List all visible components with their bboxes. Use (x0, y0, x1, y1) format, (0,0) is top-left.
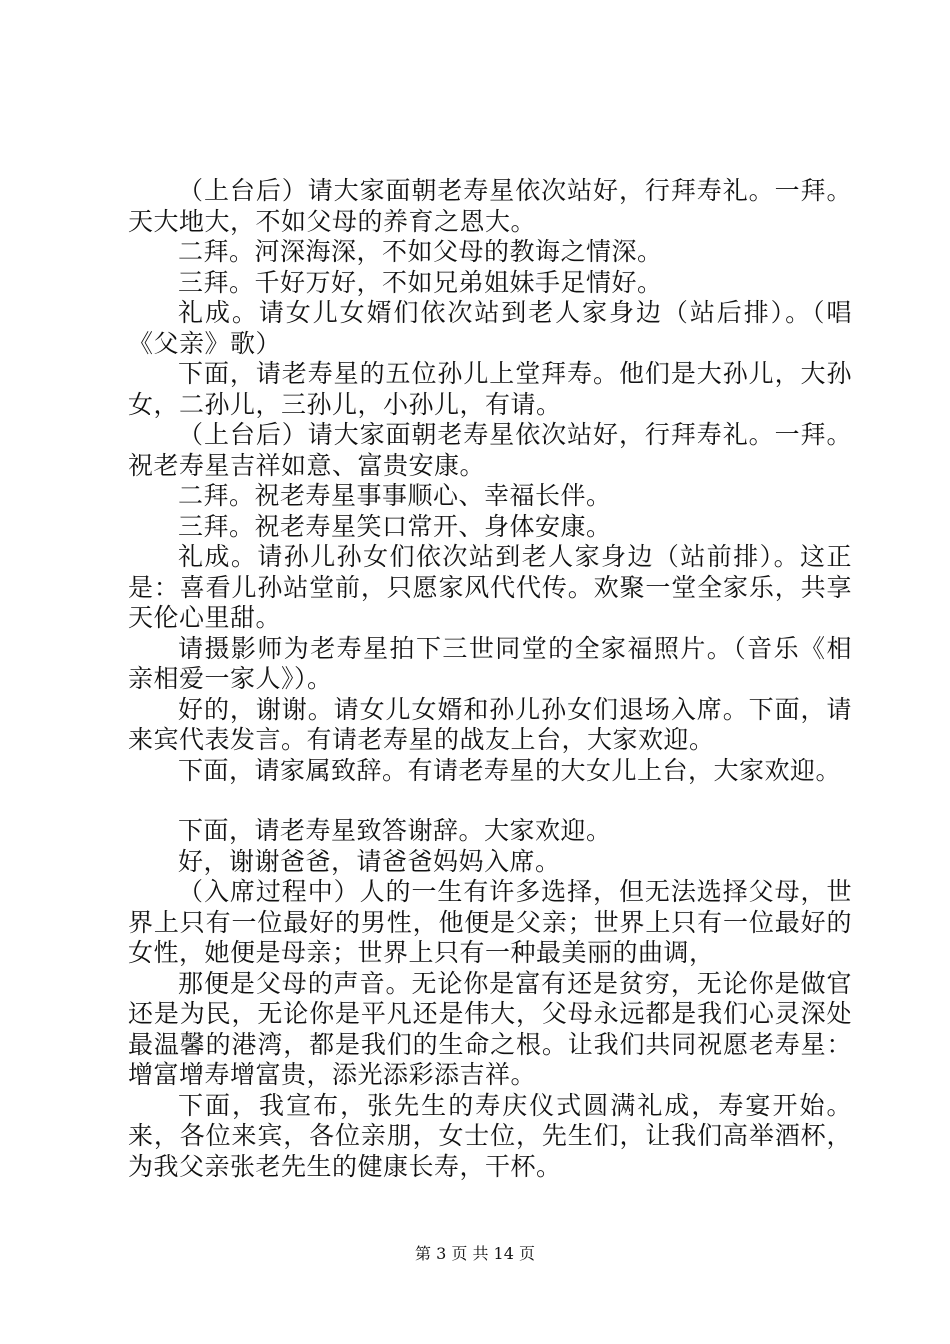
paragraph-spacer (128, 786, 852, 816)
paragraph: 二拜。祝老寿星事事顺心、幸福长伴。 (178, 481, 612, 510)
document-body (128, 176, 852, 1182)
paragraph: 二拜。河深海深，不如父母的教诲之情深。 (178, 237, 663, 266)
paragraph: 下面，请老寿星的五位孙儿上堂拜寿。他们是大孙儿，大孙女，二孙儿，三孙儿，小孙儿，有请。 (128, 359, 852, 419)
paragraph: 那便是父母的声音。无论你是富有还是贫穷，无论你是做官还是为民，无论你是平凡还是伟大，父母永远都是我们心灵深处最温馨的港湾，都是我们的生命之根。让我们共同祝愿老寿星：增富增寿增富贵，添光添彩添吉祥。 (128, 968, 852, 1089)
page-number-label: 第 3 页 共 14 页 (415, 1244, 535, 1263)
paragraph: 三拜。祝老寿星笑口常开、身体安康。 (178, 511, 612, 541)
paragraph: 好，谢谢爸爸，请爸爸妈妈入席。 (178, 846, 561, 876)
paragraph: （上台后）请大家面朝老寿星依次站好，行拜寿礼。一拜。祝老寿星吉祥如意、富贵安康。 (128, 420, 852, 480)
paragraph: 下面，我宣布，张先生的寿庆仪式圆满礼成，寿宴开始。来，各位来宾，各位亲朋，女士位，先生们，让我们高举酒杯，为我父亲张老先生的健康长寿，干杯。 (128, 1090, 852, 1181)
paragraph: 礼成。请女儿女婿们依次站到老人家身边（站后排）。（唱《父亲》歌） (128, 298, 852, 358)
paragraph: 下面，请老寿星致答谢辞。大家欢迎。 (178, 816, 612, 845)
paragraph: 三拜。千好万好，不如兄弟姐妹手足情好。 (178, 267, 663, 297)
paragraph: 请摄影师为老寿星拍下三世同堂的全家福照片。（音乐《相亲相爱一家人》）。 (128, 633, 852, 693)
paragraph: 好的，谢谢。请女儿女婿和孙儿孙女们退场入席。下面，请来宾代表发言。有请老寿星的战友上台，大家欢迎。 (128, 694, 852, 754)
paragraph: 下面，请家属致辞。有请老寿星的大女儿上台，大家欢迎。 (178, 755, 842, 785)
paragraph: 礼成。请孙儿孙女们依次站到老人家身边（站前排）。这正是：喜看儿孙站堂前，只愿家风代代传。欢聚一堂全家乐，共享天伦心里甜。 (128, 542, 852, 632)
page-footer (0, 1244, 950, 1264)
paragraph: （上台后）请大家面朝老寿星依次站好，行拜寿礼。一拜。天大地大，不如父母的养育之恩大。 (128, 176, 852, 236)
paragraph: （入席过程中）人的一生有许多选择，但无法选择父母，世界上只有一位最好的男性，他便是父亲；世界上只有一位最好的女性，她便是母亲；世界上只有一种最美丽的曲调， (128, 877, 852, 967)
